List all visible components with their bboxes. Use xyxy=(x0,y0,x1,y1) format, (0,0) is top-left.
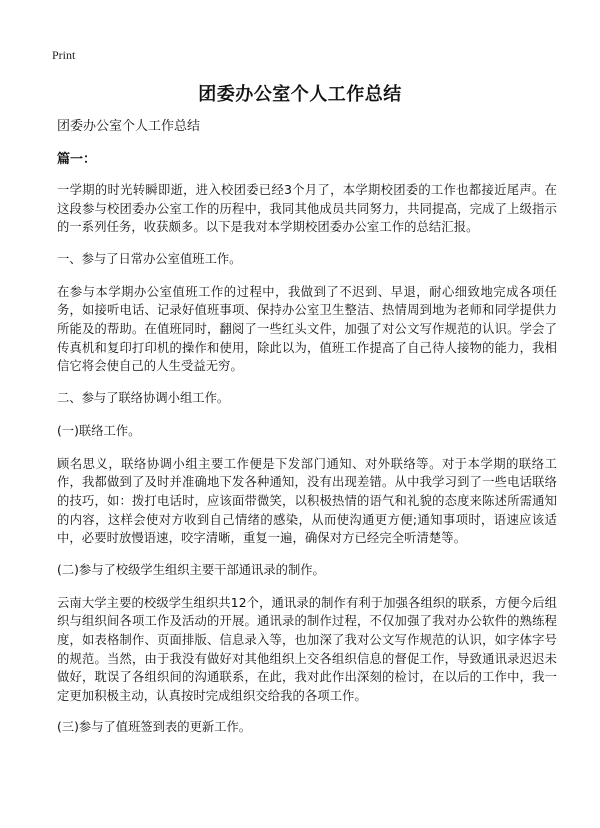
section-heading-2: 二、参与了联络协调小组工作。 xyxy=(57,390,230,405)
document-body xyxy=(57,118,557,751)
subsection-heading-3: (三)参与了值班签到表的更新工作。 xyxy=(57,720,252,735)
section-heading-1: 一、参与了日常办公室值班工作。 xyxy=(57,251,242,266)
document-title: 团委办公室个人工作总结 xyxy=(198,84,402,105)
document-subtitle: 团委办公室个人工作总结 xyxy=(57,119,201,134)
part-heading: 篇一： xyxy=(57,152,97,167)
print-label[interactable]: Print xyxy=(52,48,76,62)
intro-paragraph: 一学期的时光转瞬即逝，进入校团委已经3个月了，本学期校团委的工作也都接近尾声。在这段参与校团委办公室工作的历程中，我同其他成员共同努力，共同提高，完成了上级指示的一系列任务，收获颇多。以下是我对本学期校团委办公室工作的总结汇报。 xyxy=(57,183,557,235)
subsection-1-paragraph: 顾名思义，联络协调小组主要工作便是下发部门通知、对外联络等。对于本学期的联络工作，我都做到了及时并准确地下发各种通知，没有出现差错。从中我学习到了一些电话联络的技巧，如：拨打电话时，应该面带微笑，以积极热情的语气和礼貌的态度来陈述所需通知的内容，这样会使对方收到自己情绪的感染，从而使沟通更方便;通知事项时，语速应该适中，必要时放慢语速，咬字清晰，重复一遍，确保对方已经完全听清楚等。 xyxy=(57,456,557,546)
section-1-paragraph: 在参与本学期办公室值班工作的过程中，我做到了不迟到、早退，耐心细致地完成各项任务，如接听电话、记录好值班事项、保持办公室卫生整洁、热情周到地为老师和同学提供力所能及的帮助。在值班同时，翻阅了一些红头文件，加强了对公文写作规范的认识。学会了传真机和复印打印机的操作和使用，除此以为，值班工作提高了自己待人接物的能力，我相信它将会使自己的人生受益无穷。 xyxy=(57,284,557,374)
subsection-heading-1: (一)联络工作。 xyxy=(57,423,141,438)
subsection-2-paragraph: 云南大学主要的校级学生组织共12个，通讯录的制作有利于加强各组织的联系，方便今后组织与组织间各项工作及活动的开展。通讯录的制作过程，不仅加强了我对办公软件的熟练程度，如表格制作、页面排版、信息录入等，也加深了我对公文写作规范的认识，如字体字号的规范。当然，由于我没有做好对其他组织上交各组织信息的督促工作，导致通讯录迟迟未做好，耽误了各组织间的沟通联系，在此，我对此作出深刻的检讨，在以后的工作中，我一定更加积极主动，认真按时完成组织交给我的各项工作。 xyxy=(57,595,557,703)
subsection-heading-2: (二)参与了校级学生组织主要干部通讯录的制作。 xyxy=(57,562,325,577)
